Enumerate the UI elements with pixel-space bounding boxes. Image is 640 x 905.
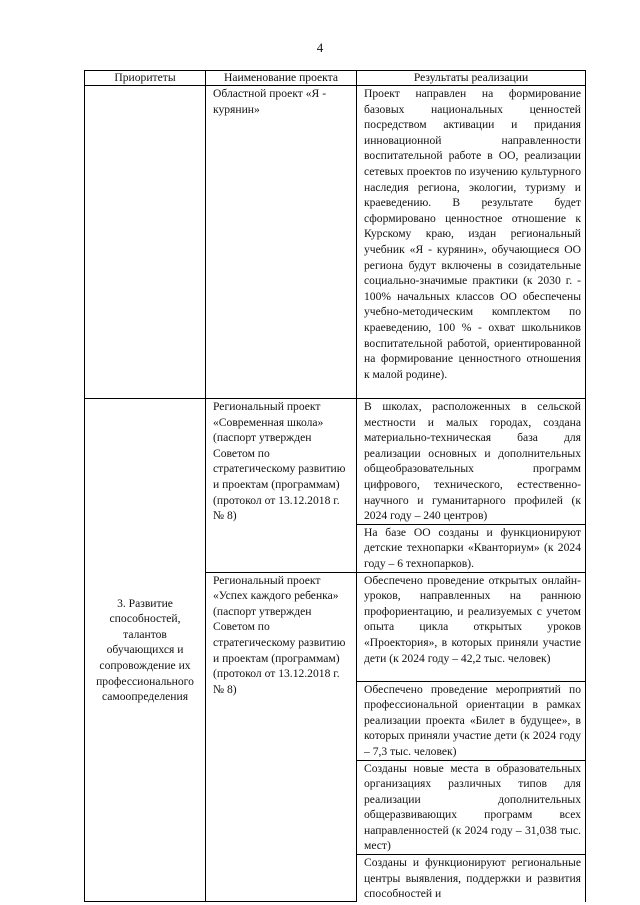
table-row	[85, 399, 586, 525]
project-name-cell: Региональный проект «Успех каждого ребенка» (паспорт утвержден Советом по стратегическому развитию и проектам (программам) (протокол от 13.12.2018 г. № 8)	[206, 572, 357, 902]
table-header-row	[85, 71, 586, 86]
page-number: 4	[316, 40, 324, 55]
result-cell: В школах, расположенных в сельской местности и малых городах, создана материально-техническая база для реализации основных и дополнительных общеобразовательных программ цифрового, технического, естественно-научного и гуманитарного профилей (к 2024 году – 240 центров)	[357, 399, 586, 525]
header-project-name: Наименование проекта	[206, 71, 357, 86]
result-cell: Созданы новые места в образовательных организациях различных типов для реализации дополнительных общеразвивающих программ всех направленностей (к 2024 году – 31,038 тыс. мест)	[357, 760, 586, 855]
project-name-cell: Региональный проект «Современная школа» (паспорт утвержден Советом по стратегическому развитию и проектам (программам) (протокол от 13.12.2018 г. № 8)	[206, 399, 357, 573]
priorities-table	[84, 70, 586, 902]
priority-cell: 3. Развитие способностей, талантов обучающихся и сопровождение их профессионального самоопределения	[85, 399, 206, 902]
priority-cell-empty	[85, 86, 206, 399]
project-name-cell: Областной проект «Я - курянин»	[206, 86, 357, 399]
result-cell: Обеспечено проведение мероприятий по профессиональной ориентации в рамках реализации проекта «Билет в будущее», в которых приняли участие дети (к 2024 году – 7,3 тыс. человек)	[357, 681, 586, 760]
result-cell: На базе ОО созданы и функционируют детские технопарки «Кванториум» (к 2024 году – 6 технопарков).	[357, 524, 586, 572]
result-cell: Проект направлен на формирование базовых национальных ценностей посредством активации и придания инновационной направленности воспитательной работе в ОО, реализации сетевых проектов по изучению культурного наследия региона, экологии, туризму и краеведению. В результате будет сформировано ценностное отношение к Курскому краю, издан региональный учебник «Я - курянин», обучающиеся ОО региона будут включены в созидательные социально-значимые практики (к 2030 г. - 100% начальных классов ОО обеспечены учебно-методическим комплектом по краеведению, 100 % - охват школьников воспитательной работой, ориентированной на формирование ценностного отношения к малой родине).	[357, 86, 586, 399]
header-priorities: Приоритеты	[85, 71, 206, 86]
header-results: Результаты реализации	[357, 71, 586, 86]
result-cell: Обеспечено проведение открытых онлайн-уроков, направленных на раннюю профориентацию, и реализуемых с учетом опыта цикла открытых уроков «Проектория», в которых приняли участие дети (к 2024 году – 42,2 тыс. человек)	[357, 572, 586, 681]
table-row	[85, 86, 586, 399]
result-cell: Созданы и функционируют региональные центры выявления, поддержки и развития способностей и	[357, 855, 586, 902]
